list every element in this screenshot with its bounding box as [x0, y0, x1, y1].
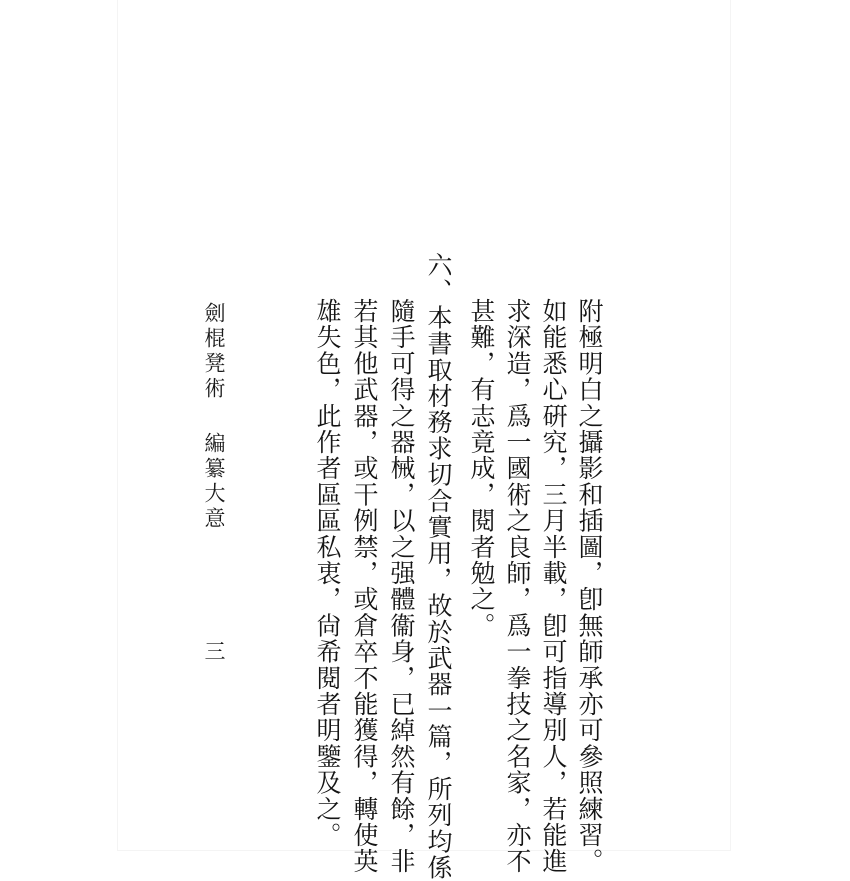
text-column-1: 附極明白之攝影和插圖，卽無師承亦可參照練習。 — [575, 298, 604, 875]
text-column-5: 六、本書取材務求切合實用，故於武器一篇，所列均係 — [424, 252, 453, 881]
text-column-4: 甚難，有志竟成，閱者勉之。 — [467, 298, 496, 639]
text-column-7: 若其他武器，或干例禁，或倉卒不能獲得，轉使英 — [350, 298, 379, 875]
text-column-6: 隨手可得之器械，以之强體衞身，已綽然有餘，非 — [387, 298, 416, 875]
page-number: 三 — [202, 640, 226, 661]
text-column-8: 雄失色，此作者區區私衷，尙希閱者明鑒及之。 — [313, 298, 342, 849]
text-column-3: 求深造，爲一國術之良師，爲一拳技之名家，亦不 — [503, 298, 532, 875]
text-column-2: 如能悉心硏究，三月半載，卽可指導別人，若能進 — [539, 298, 568, 875]
book-title: 劍棍凳術 — [202, 302, 226, 402]
section-title: 編纂大意 — [202, 432, 226, 532]
